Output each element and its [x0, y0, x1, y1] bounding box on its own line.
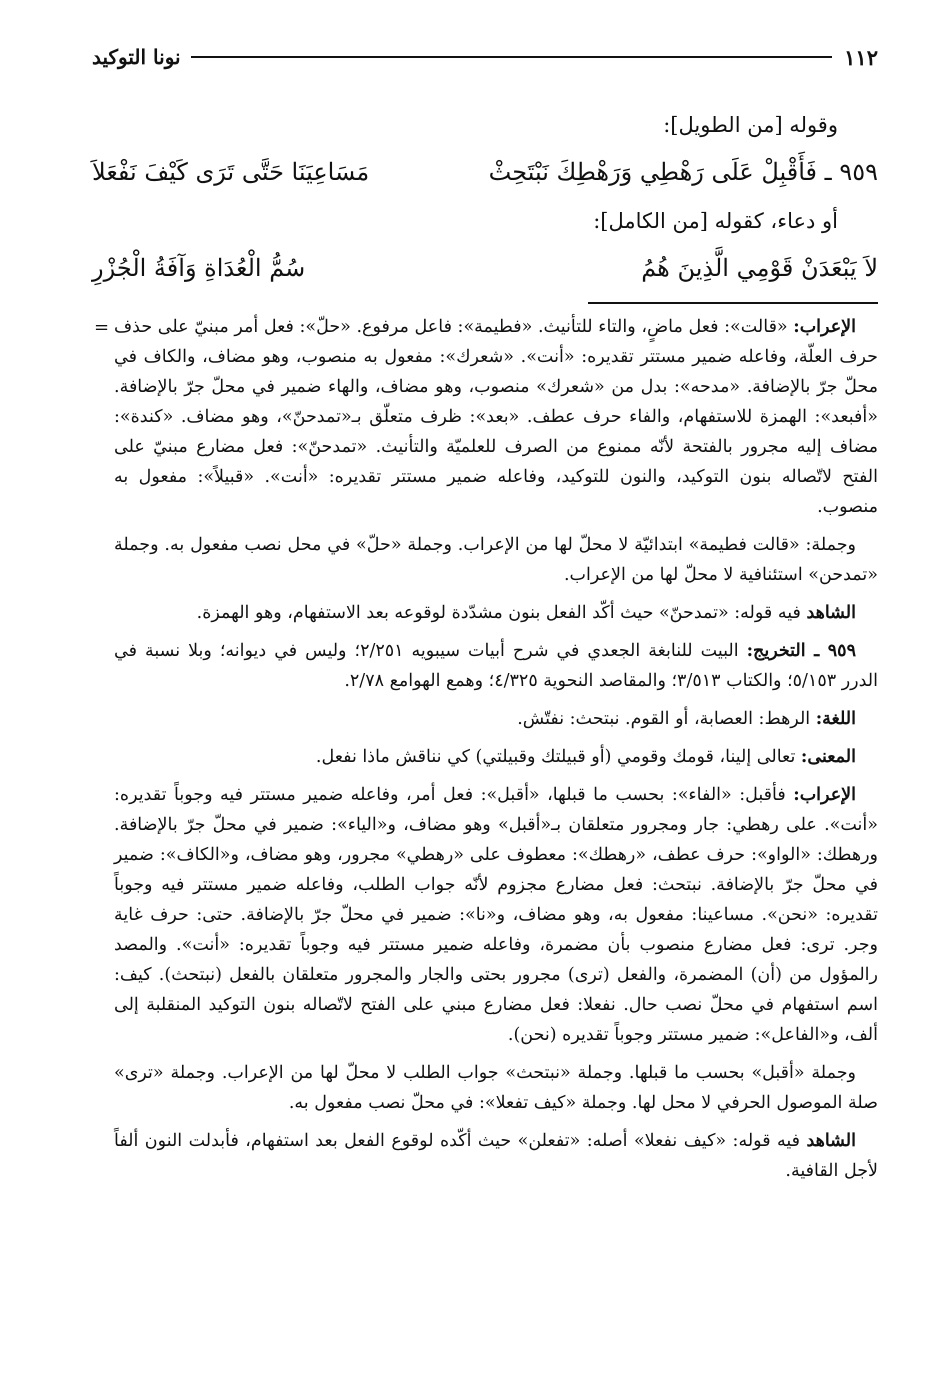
footnote-label: المعنى: [800, 747, 856, 767]
page [92, 0, 878, 1186]
footnote-label: الإعراب: [793, 317, 856, 337]
verse-first-hemistich: ٩٥٩ ـ فَأَقْبِلْ عَلَى رَهْطِي وَرَهْطِكَ نَبْتَحِثْ [488, 158, 878, 186]
verse-intro-1: وقوله [من الطويل]: [663, 113, 838, 137]
footnote-text: البيت للنابغة الجعدي في شرح أبيات سيبويه ٢/٢٥١؛ وليس في ديوانه؛ وبلا نسبة في الدرر ٥/١٥٣؛ والكتاب ٣/٥١٣؛ والمقاصد النحوية ٤/٣٢٥؛ وهمع الهوامع ٢/٧٨. [114, 641, 878, 691]
footnote-paragraph [114, 530, 878, 590]
footnote-label: الإعراب: [793, 785, 856, 805]
footnote-label: اللغة: [815, 709, 856, 729]
continuation-mark: = [94, 317, 110, 338]
footnote-paragraph [114, 1126, 878, 1186]
verse-959 [92, 154, 878, 190]
footnote-text: فأقبل: «الفاء»: بحسب ما قبلها، «أقبل»: فعل أمر، وفاعله ضمير مستتر فيه وجوباً تقديره: «أنت». على رهطي: جار ومجرور متعلقان بـ«أقبل» وهو مضاف، و«الياء»: ضمير في محلّ جرّ بالإضافة. ورهطك: «الواو»: حرف عطف، «رهطك»: معطوف على «رهطي» مجرور، وهو مضاف، و«الكاف»: ضمير في محلّ جرّ بالإضافة. نبتحث: فعل مضارع مجزوم لأنّه جواب الطلب، وفاعله ضمير مستتر فيه وجوباً تقديره: «نحن». مساعينا: مفعول به، وهو مضاف، و«نا»: ضمير في محلّ جرّ بالإضافة. حتى: حرف غاية وجر. ترى: فعل مضارع منصوب بأن مضمرة، وفاعله ضمير مستتر فيه وجوباً تقديره: «أنت». والمصد رالمؤول من (أن) المضمرة، والفعل (ترى) مجرور بحتى والجار والمجرور متعلقان بالفعل (نبتحث). كيف: اسم استفهام في محلّ نصب حال. نفعلا: فعل مضارع مبني على الفتح لاتّصاله بنون التوكيد المنقلبة إلى ألف، و«الفاعل»: ضمير مستتر وجوباً تقديره (نحن). [114, 785, 878, 1045]
footnote-text: وجملة «أقبل» بحسب ما قبلها. وجملة «نبتحث» جواب الطلب لا محلّ لها من الإعراب. وجملة «ترى» صلة الموصول الحرفي لا محل لها. وجملة «كيف تفعلا»: في محلّ نصب مفعول به. [114, 1063, 878, 1113]
verse-second-hemistich: مَسَاعِيَنَا حَتَّى تَرَى كَيْفَ نَفْعَلاَ [92, 158, 370, 186]
footnotes [114, 312, 878, 1186]
footnote-paragraph [114, 780, 878, 1050]
footnote-paragraph [114, 742, 878, 772]
running-header [92, 40, 878, 74]
footnote-text: تعالى إلينا، قومك وقومي (أو قبيلتك وقبيلتي) كي نناقش ماذا نفعل. [315, 747, 801, 767]
footnote-label: ٩٥٩ ـ التخريج: [746, 641, 856, 661]
footnotes-area [92, 312, 878, 1186]
footnote-text: فيه قوله: «كيف نفعلا» أصله: «تفعلن» حيث أكّده لوقوع الفعل بعد استفهام، فأبدلت النون ألفاً لأجل القافية. [114, 1131, 878, 1181]
footnote-paragraph [114, 1058, 878, 1118]
footnote-text: فيه قوله: «تمدحنّ» حيث أكّد الفعل بنون مشدّدة لوقوعه بعد الاستفهام، وهو الهمزة. [196, 603, 807, 623]
chapter-title: نونا التوكيد [92, 45, 181, 69]
footnote-label: الشاهد [806, 1131, 856, 1151]
verse-2 [92, 250, 878, 286]
footnote-text: الرهط: العصابة، أو القوم. نبتحث: نفتّش. [517, 709, 816, 729]
page-number: ١١٢ [844, 44, 878, 70]
footnote-text: «قالت»: فعل ماضٍ، والتاء للتأنيث. «فطيمة»: فاعل مرفوع. «حلّ»: فعل أمر مبنيّ على حذف حرف العلّة، وفاعله ضمير مستتر تقديره: «أنت». «شعرك»: مفعول به منصوب، وهو مضاف، والكاف في محلّ جرّ بالإضافة. «مدحه»: بدل من «شعرك» منصوب، وهو مضاف، والهاء ضمير في محلّ جرّ بالإضافة. «أفبعد»: الهمزة للاستفهام، والفاء حرف عطف. «بعد»: ظرف متعلّق بـ«تمدحنّ»، وهو مضاف. «كندة»: مضاف إليه مجرور بالفتحة لأنّه ممنوع من الصرف للعلميّة والتأنيث. «تمدحنّ»: فعل مضارع مبنيّ على الفتح لاتّصاله بنون التوكيد، والنون للتوكيد، وفاعله ضمير مستتر تقديره: «أنت». «قبيلاً»: مفعول به منصوب. [114, 317, 878, 517]
footnote-paragraph [114, 636, 878, 696]
footnote-label: الشاهد [806, 603, 856, 623]
verse-intro-2: أو دعاء، كقوله [من الكامل]: [593, 209, 838, 233]
header-rule [191, 56, 833, 58]
footnote-paragraph [114, 598, 878, 628]
footnote-paragraph [114, 704, 878, 734]
footnote-separator [588, 302, 878, 304]
verse-first-hemistich: لاَ يَبْعَدَنْ قَوْمِي الَّذِينَ هُمُ [641, 254, 878, 282]
footnote-paragraph [114, 312, 878, 522]
verse-second-hemistich: سُمُّ الْعُدَاةِ وَآفَةُ الْجُزْرِ [92, 254, 306, 282]
footnote-text: وجملة: «قالت فطيمة» ابتدائيّة لا محلّ لها من الإعراب. وجملة «حلّ» في محل نصب مفعول به. وجملة «تمدحن» استئنافية لا محلّ لها من الإعراب. [114, 535, 878, 585]
